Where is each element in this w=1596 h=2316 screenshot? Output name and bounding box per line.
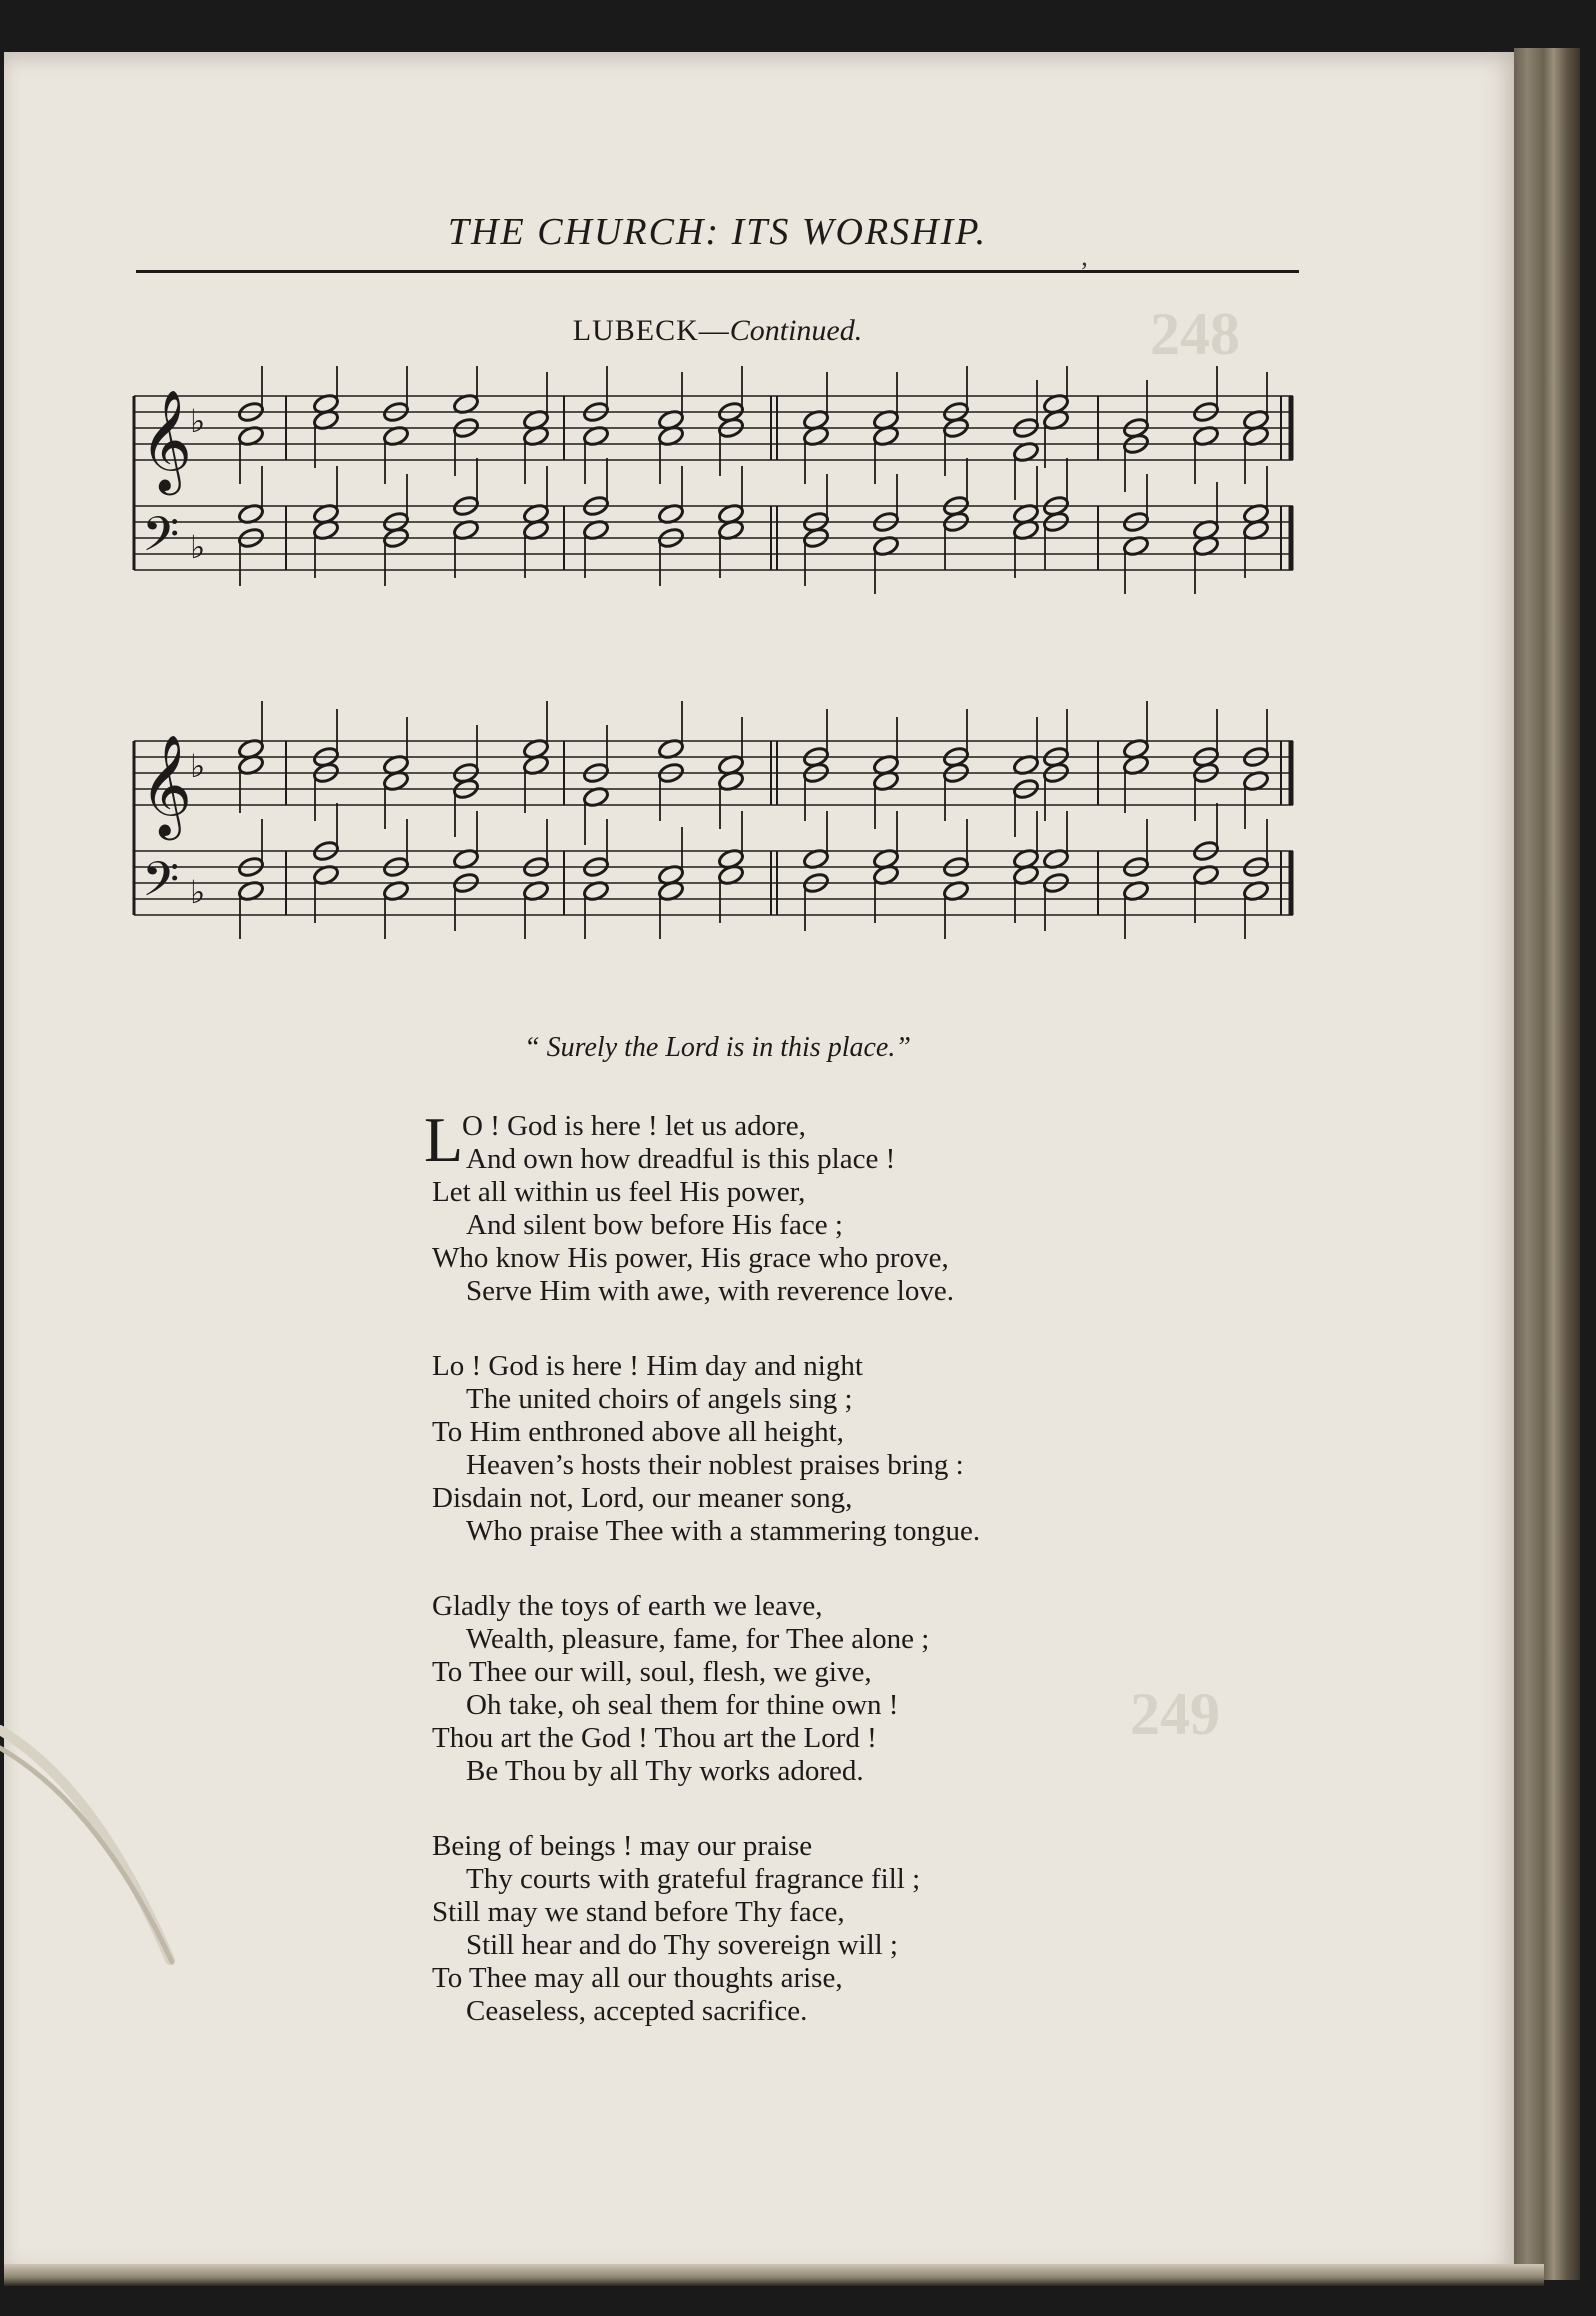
bass-clef-icon: 𝄢: [142, 506, 180, 574]
printer-mark: ‚: [1080, 242, 1089, 271]
hymn-line: Oh take, oh seal them for thine own !: [466, 1689, 899, 1721]
page-bottom-edge: [4, 2264, 1544, 2286]
hymn-line: And own how dreadful is this place !: [466, 1143, 896, 1175]
treble-clef-icon: 𝄞: [140, 388, 193, 491]
running-header: THE CHURCH: ITS WORSHIP.: [447, 211, 988, 253]
hymn-line: Gladly the toys of earth we leave,: [432, 1590, 823, 1622]
hymn-line: Be Thou by all Thy works adored.: [466, 1755, 864, 1787]
hymn-line: Lo ! God is here ! Him day and night: [432, 1350, 863, 1382]
flat-icon: ♭: [190, 528, 206, 566]
hymn-line: Wealth, pleasure, fame, for Thee alone ;: [466, 1623, 930, 1655]
hymn-line: To Thee our will, soul, flesh, we give,: [432, 1656, 872, 1688]
hymn-line: The united choirs of angels sing ;: [466, 1383, 853, 1415]
hymn-line: Serve Him with awe, with reverence love.: [466, 1275, 954, 1307]
tune-name: LUBECK: [572, 314, 699, 347]
hymn-line: To Him enthroned above all height,: [432, 1416, 844, 1448]
bleed-through-mark: 248: [1150, 301, 1240, 367]
hymn-line: Who praise Thee with a stammering tongue.: [466, 1515, 981, 1547]
hymn-line: Ceaseless, accepted sacrifice.: [466, 1995, 808, 2027]
tune-title: LUBECK—Continued.: [572, 314, 863, 347]
hymn-line: Thy courts with grateful fragrance fill ;: [466, 1863, 921, 1895]
hymn-line: O ! God is here ! let us adore,: [462, 1110, 806, 1142]
hymn-line: Let all within us feel His power,: [432, 1176, 806, 1208]
music-score: [126, 366, 1316, 996]
bookmark-string: [0, 1700, 200, 2000]
drop-cap: L: [424, 1104, 464, 1175]
hymn-epigraph: “ Surely the Lord is in this place.”: [524, 1032, 911, 1063]
hymn-line: And silent bow before His face ;: [466, 1209, 843, 1241]
hymn-line: Still hear and do Thy sovereign will ;: [466, 1929, 898, 1961]
hymn-line: To Thee may all our thoughts arise,: [432, 1962, 843, 1994]
treble-clef-icon: 𝄞: [140, 733, 193, 836]
bass-clef-icon: 𝄢: [142, 851, 180, 919]
header-rule: [136, 270, 1299, 273]
flat-icon: ♭: [190, 402, 206, 440]
hymn-line: Thou art the God ! Thou art the Lord !: [432, 1722, 877, 1754]
flat-icon: ♭: [190, 873, 206, 911]
tune-continued: Continued.: [729, 314, 863, 347]
hymn-line: Disdain not, Lord, our meaner song,: [432, 1482, 853, 1514]
hymn-line: Heaven’s hosts their noblest praises bring :: [466, 1449, 964, 1481]
flat-icon: ♭: [190, 747, 206, 785]
hymn-line: Being of beings ! may our praise: [432, 1830, 813, 1862]
bleed-through-mark: 249: [1130, 1681, 1220, 1747]
page-edges: [1514, 48, 1580, 2280]
hymn-line: Who know His power, His grace who prove,: [432, 1242, 949, 1274]
hymn-line: Still may we stand before Thy face,: [432, 1896, 845, 1928]
